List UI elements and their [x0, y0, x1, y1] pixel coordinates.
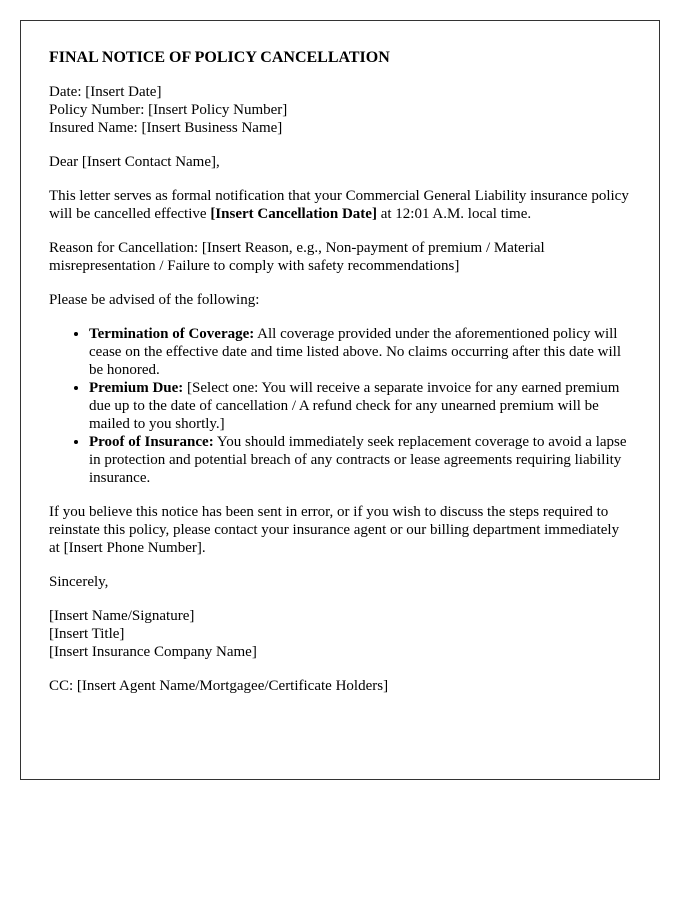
meta-date: Date: [Insert Date]: [49, 84, 162, 100]
list-item-proof: [89, 433, 631, 487]
letter-meta: [49, 83, 631, 137]
signature-name: [Insert Name/Signature]: [49, 608, 195, 624]
signature-title: [Insert Title]: [49, 626, 125, 642]
intro-paragraph: [49, 187, 631, 223]
list-item-termination: [89, 325, 631, 379]
signature-block: [49, 607, 631, 661]
list-item-text: All coverage provided under the aforementioned policy will cease on the effective date and time listed above. No claims occurring after this date will be honored.: [89, 326, 622, 378]
list-item-label: Termination of Coverage:: [89, 326, 255, 342]
intro-text-before: This letter serves as formal notification that your Commercial General Liability insurance policy will be cancelled effective: [49, 188, 629, 222]
signature-company: [Insert Insurance Company Name]: [49, 644, 257, 660]
cc-line: CC: [Insert Agent Name/Mortgagee/Certificate Holders]: [49, 678, 389, 694]
list-item-premium: [89, 379, 631, 433]
contact-paragraph: If you believe this notice has been sent in error, or if you wish to discuss the steps required to reinstate this policy, please contact your insurance agent or our billing department immediately at [Insert Phone Number].: [49, 504, 620, 556]
list-item-label: Premium Due:: [89, 380, 184, 396]
intro-cancellation-date: [Insert Cancellation Date]: [210, 206, 377, 222]
notice-list: [49, 325, 631, 487]
advised-paragraph: Please be advised of the following:: [49, 292, 260, 308]
list-item-label: Proof of Insurance:: [89, 434, 214, 450]
salutation: Dear [Insert Contact Name],: [49, 154, 220, 170]
letter-page: [20, 20, 660, 780]
list-item-text: You should immediately seek replacement coverage to avoid a lapse in protection and potential breach of any contracts or lease agreements requiring liability insurance.: [89, 434, 627, 486]
intro-text-after: at 12:01 A.M. local time.: [376, 206, 532, 222]
list-item-text: [Select one: You will receive a separate invoice for any earned premium due up to the date of cancellation / A refund check for any unearned premium will be mailed to you shortly.]: [89, 380, 620, 432]
reason-paragraph: Reason for Cancellation: [Insert Reason, e.g., Non-payment of premium / Material misrepresentation / Failure to comply with safety recommendations]: [49, 240, 545, 274]
meta-insured-name: Insured Name: [Insert Business Name]: [49, 120, 283, 136]
closing: Sincerely,: [49, 574, 109, 590]
letter-title: FINAL NOTICE OF POLICY CANCELLATION: [49, 49, 390, 66]
meta-policy-number: Policy Number: [Insert Policy Number]: [49, 102, 288, 118]
